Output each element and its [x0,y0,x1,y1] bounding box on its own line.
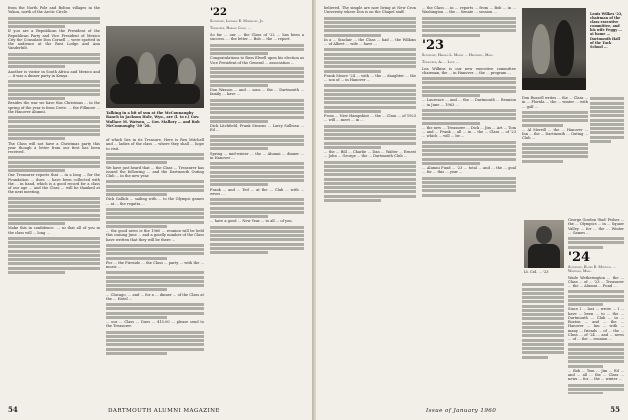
paragraph: ... have a good ... New Year ... to all ... of you. [210,219,293,224]
paragraph: Congratulations to Russ Elwell upon his election as Vice President of the General ... association ... [210,56,304,65]
paragraph: Our Treasurer reports that ... in a long ... for the Foundation ... dues ... have been collected with the ... in hand, which is a good record for a class of our age ... and the Class ... will be thanked at the next meeting. [8,173,100,195]
class-heading: '23 [422,37,445,53]
treasurer-line: Treasurer, Harold Coon, ... [210,26,251,30]
page-number: 54 [8,405,18,414]
right-column-1 [324,6,416,394]
page-number: 55 [610,405,620,414]
paragraph: ... Alumni Fund ... '23 ... total ... and ... the ... goal ... for ... this ... year ... [422,166,516,175]
paragraph: Lea Wilkins is our new executive committee chairman, the ... in Hanover ... the ... program ... [422,66,516,75]
treasurer-line: Treasurer, Al ... Lynn ... [422,59,459,64]
right-page [316,0,628,420]
issue-footer: Issue of January 1960 [426,408,497,414]
magazine-footer: DARTMOUTH ALUMNI MAGAZINE [108,408,220,414]
photo-portrait [524,220,564,268]
paragraph: ... the Class ... in ... reports ... from ... Bob ... in ... Washington ... the ... Senate ... session ... [422,6,516,15]
paragraph: Dick Gallick ... sailing with ... to the Olympic games ... at ... the regatta ... [106,197,204,206]
paragraph: For ... the Fireside ... the Class ... party ... with the ... music ... [106,260,204,269]
photo-riders [106,26,204,108]
paragraph: of which lies in its Treasure. Here is Rex Mitchell and ... ladies of the class ... where they shall ... hope to visit. [106,138,204,151]
paragraph: from the North Pole and Bolton villages in the Yukon, north of the Arctic Circle. [8,6,100,15]
photo-caption: Louis Wilkes '23, chairman of the class executive committee, and his wife Peggy ... at home ... Dartmouth Hall of the Tuck School ... [590,12,623,49]
paragraph: Since I ... last ... wrote ... I ... have ... been ... to ... the ... Dartmouth ... Club ... in ... Boston ... and ... the ... Hanover ... Inn ... with ... many ... friends ... of ... the ... Class ... of '24 ... and ... news ... of ... the ... reunion ... [568,307,624,341]
photo-caption: Talking in a bit of sun at the McConnaughy Ranch in Jackson Hole, Wyo., are (l. to r.) Gov. Wallace M. Watson, ... Gov. Mallory ... and Bob McConnaughy '30 '28. [106,111,200,128]
paragraph: So far ... our ... the Class of '22 ... has been a success. ... the letter ... Bob ... the ... report. [210,33,304,42]
paragraph: Spring ... mid-winter ... the ... Alumni ... dinner ... in Hanover ... [210,151,304,160]
paragraph: Frank ... and ... Ted ... at the ... Club ... with ... wives ... [210,187,304,196]
paragraph: Dick Litchfield, Frank Stearns ... Larry Sullivan ... Ed ... [210,124,304,133]
class-heading: '24 [568,249,591,265]
right-column-3-lower [522,282,564,394]
paragraph: believed. The simple are now living at New Cron University where Don is on the Chapel staff. [324,6,416,15]
paragraph: We have just heard that ... the Class ... Treasurer has issued the following ... and the Dartmouth Outing Club ... in the new year. [106,165,204,178]
paragraph: ... the new ... Treasurer ... Dick ... Jim ... Art ... Tom ... and ... Frank ... all ... in ... the ... Class ... of '23 ... which ... will ... be ... [422,125,516,139]
paragraph: Frank Moore '24 ... with ... the ... daughter ... the ... son of ... in Hanover ... [324,73,416,82]
paragraph: In a ... Sinclair ... the Class ... had ... the Wilkins ... of Albert ... wife ... have ... [324,37,416,46]
paragraph: From ... New Hampshire ... the ... Class ... of 1923 ... will ... meet ... in ... [324,114,416,123]
paragraph: ... our ... Class ... Dues ... $15.00 ... please send to the Treasurer. [106,320,204,329]
paragraph: ... Laurence ... and ... the ... Dartmouth ... Reunion ... in June ... 1963 ... [422,98,516,107]
paragraph: Wade Wetherington ... the ... Class ... of ... '23 ... Treasurer ... the ... Alumni ... Fund ... [568,275,624,288]
paragraph: Don Wasson ... and ... sons ... the ... Dartmouth ... family ... have ... [210,88,304,97]
secretary-line: Secretary, Harold L. Moody ... Haverhill, Mass. [422,52,494,57]
paragraph: ... the good news is the 1960 ... reunion will be held this coming June ... and a goodly number of the Class have written that they will be there ... [106,229,204,242]
paragraph: George Gordon 'Bud' Fisher ... the ... Olympics ... in ... Squaw Valley ... for ... the ... Winter ... Games ... [568,218,624,235]
paragraph: Make this in confidence. ... so that all of you in the class will ... long ... [8,226,100,235]
photo-couple [522,8,586,90]
paragraph: ... Chicago, ... and ... for a ... dinner ... of the Class at the ... Hotel ... [106,292,204,301]
right-column-3-upper [522,96,588,216]
paragraph: ... Bob ... Tom ... Jim ... Ed ... and ... all ... the ... Class ... news ... for ... the ... winter ... [568,368,624,382]
secretary-line: Secretary, Elmer E. Mitchell ... Waltham, Mass. [568,264,616,273]
left-column-3 [210,6,304,394]
paragraph: Besides the war we have this Christmas ... in the spring of the year is from Crete. ... the Fillmore ... the Hanover Alumni. [8,101,100,114]
paragraph: Don Russell writes ... the ... Class ... in ... Florida ... the ... winter ... with ... golf ... [522,96,588,109]
left-column-1 [8,6,100,394]
right-column-4 [568,218,624,394]
left-column-2 [106,138,204,394]
portrait-caption: Lt. Col. ... '23 [524,270,549,274]
paragraph: Another is visitor in South Africa and Mexico and ... it was a dinner party in Kenya. [8,69,100,78]
paragraph: ... Al Merrill ... the ... Hanover ... Inn ... the ... Dartmouth ... Outing ... Club ... [522,127,588,141]
paragraph: ... the ... Bill ... Charlie ... Dan ... Walter ... Ernest ... John ... George ... the ... Dartmouth Club ... [324,150,416,159]
class-heading: '22 [210,7,227,18]
left-page [0,0,313,420]
paragraph: If you are a Republican the President of the Republican Party and Vice President of Mexico City the Consulate Don Cornell ... were spotted in the audience at the Ravi Lodge and Ann Vanderbilt. [8,29,100,51]
paragraph: The Class will not have a Christmas party this year though a letter from our first has been received. [8,141,100,154]
right-column-2 [422,6,516,394]
secretary-line: Secretary, Leonard E. Morrissey, Jr. [210,19,264,23]
